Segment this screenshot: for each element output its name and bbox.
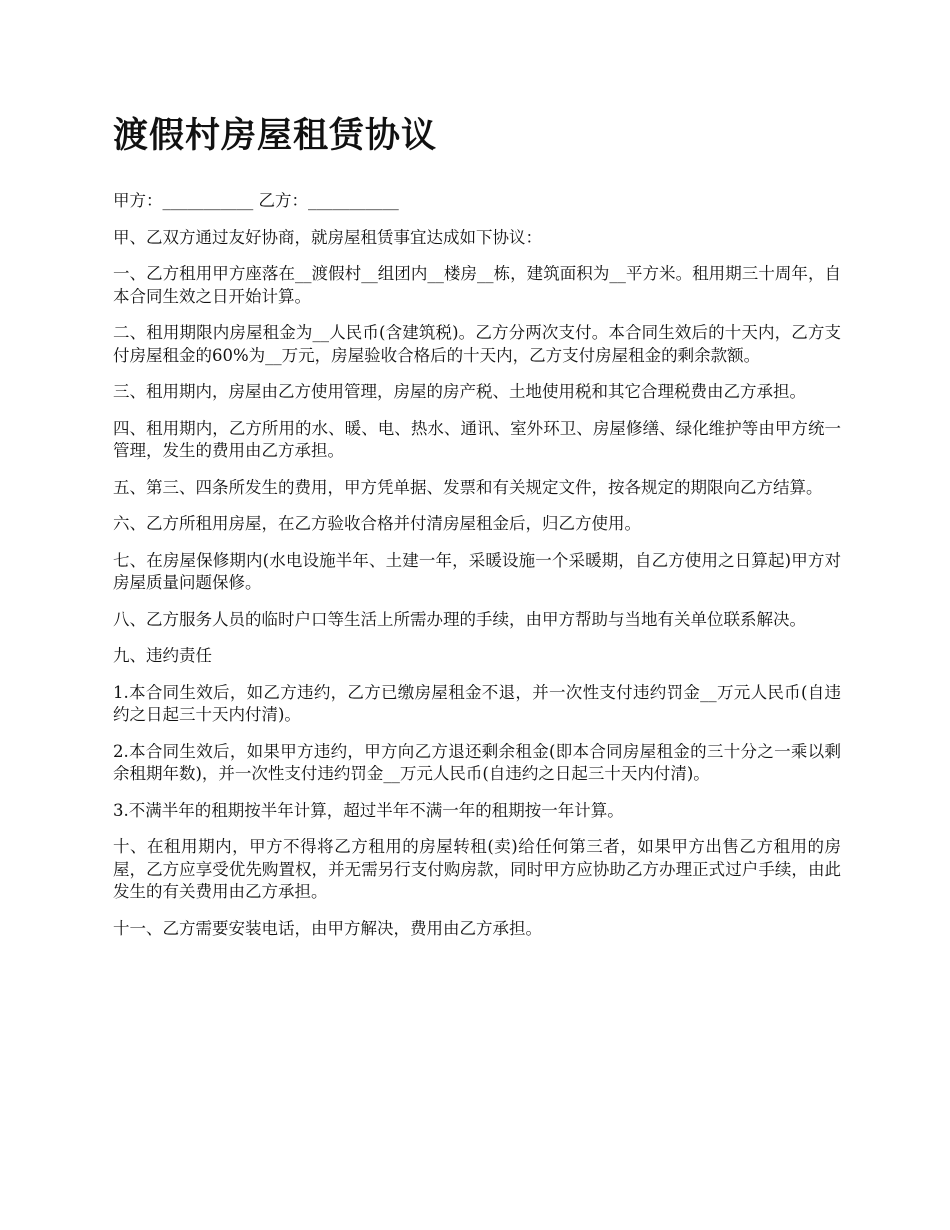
document-page	[113, 110, 841, 954]
clause-8: 八、乙方服务人员的临时户口等生活上所需办理的手续，由甲方帮助与当地有关单位联系解决。	[113, 609, 806, 629]
clause-1: 一、乙方租用甲方座落在__渡假村__组团内__楼房__栋，建筑面积为__平方米。租用期三十周年，自本合同生效之日开始计算。	[113, 264, 841, 306]
clause-6: 六、乙方所租用房屋，在乙方验收合格并付清房屋租金后，归乙方使用。	[113, 514, 641, 533]
clause-9-item-2: 2.本合同生效后，如果甲方违约，甲方向乙方退还剩余租金(即本合同房屋租金的三十分之一乘以剩余租期年数)，并一次性支付违约罚金__万元人民币(自违约之日起三十天内付清)。	[113, 741, 841, 783]
clause-3: 三、租用期内，房屋由乙方使用管理，房屋的房产税、土地使用税和其它合理税费由乙方承担。	[113, 382, 806, 401]
clause-9-heading: 九、违约责任	[113, 646, 212, 665]
clause-4: 四、租用期内，乙方所用的水、暖、电、热水、通讯、室外环卫、房屋修缮、绿化维护等由甲方统一管理，发生的费用由乙方承担。	[113, 418, 841, 460]
clause-9-item-3: 3.不满半年的租期按半年计算，超过半年不满一年的租期按一年计算。	[113, 800, 624, 820]
clause-5: 五、第三、四条所发生的费用，甲方凭单据、发票和有关规定文件，按各规定的期限向乙方结算。	[113, 477, 823, 497]
intro-paragraph: 甲、乙双方通过友好协商，就房屋租赁事宜达成如下协议：	[113, 227, 542, 247]
clause-7: 七、在房屋保修期内(水电设施半年、土建一年，采暖设施一个采暖期，自乙方使用之日算起)甲方对房屋质量问题保修。	[113, 550, 841, 592]
clause-2: 二、租用期限内房屋租金为__人民币(含建筑税)。乙方分两次支付。本合同生效后的十天内，乙方支付房屋租金的60%为__万元，房屋验收合格后的十天内，乙方支付房屋租金的剩余款额。	[113, 323, 841, 365]
clause-9-item-1: 1.本合同生效后，如乙方违约，乙方已缴房屋租金不退，并一次性支付违约罚金__万元人民币(自违约之日起三十天内付清)。	[113, 682, 841, 724]
clause-10: 十、在租用期内，甲方不得将乙方租用的房屋转租(卖)给任何第三者，如果甲方出售乙方租用的房屋，乙方应享受优先购置权，并无需另行支付购房款，同时甲方应协助乙方办理正式过户手续，由此发生的有关费用由乙方承担。	[113, 837, 841, 901]
clause-11: 十一、乙方需要安装电话，由甲方解决，费用由乙方承担。	[113, 918, 542, 938]
party-line: 甲方：___________ 乙方：___________	[113, 191, 399, 210]
document-title: 渡假村房屋租赁协议	[113, 116, 438, 156]
